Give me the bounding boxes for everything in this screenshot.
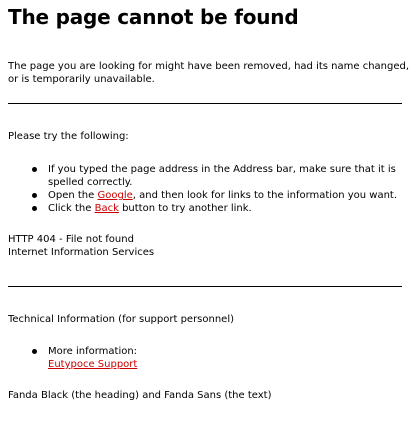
suggestion-back-after: button to try another link. (118, 203, 252, 214)
http-status-code: HTTP 404 - File not found (8, 234, 134, 245)
bullet-icon (32, 193, 37, 198)
suggestion-google-after: , and then look for links to the information you want. (132, 190, 398, 201)
suggestion-address-line-1: If you typed the page address in the Address bar, make sure that it is (48, 164, 396, 175)
support-link-wrap (48, 358, 137, 371)
bullet-icon (32, 167, 37, 172)
intro-text-line-1: The page you are looking for might have been removed, had its name changed, (8, 61, 410, 72)
bullet-icon (32, 349, 37, 354)
bullet-icon (32, 206, 37, 211)
technical-heading: Technical Information (for support personnel) (8, 314, 235, 325)
back-link[interactable]: Back (94, 203, 119, 214)
divider (8, 286, 402, 287)
suggestion-back (48, 202, 252, 215)
font-note: Fanda Black (the heading) and Fanda Sans (the text) (8, 390, 272, 401)
suggestion-address-line-2: spelled correctly. (48, 177, 133, 188)
more-information-label: More information: (48, 346, 138, 357)
try-heading: Please try the following: (8, 131, 129, 142)
suggestion-google-before: Open the (48, 190, 98, 201)
server-name: Internet Information Services (8, 247, 155, 258)
support-link[interactable]: Eutypoce Support (48, 359, 138, 370)
google-link[interactable]: Google (97, 190, 133, 201)
page-title: The page cannot be found (8, 5, 299, 29)
intro-text-line-2: or is temporarily unavailable. (8, 74, 155, 85)
suggestion-google (48, 189, 397, 202)
suggestion-back-before: Click the (48, 203, 95, 214)
divider (8, 103, 402, 104)
